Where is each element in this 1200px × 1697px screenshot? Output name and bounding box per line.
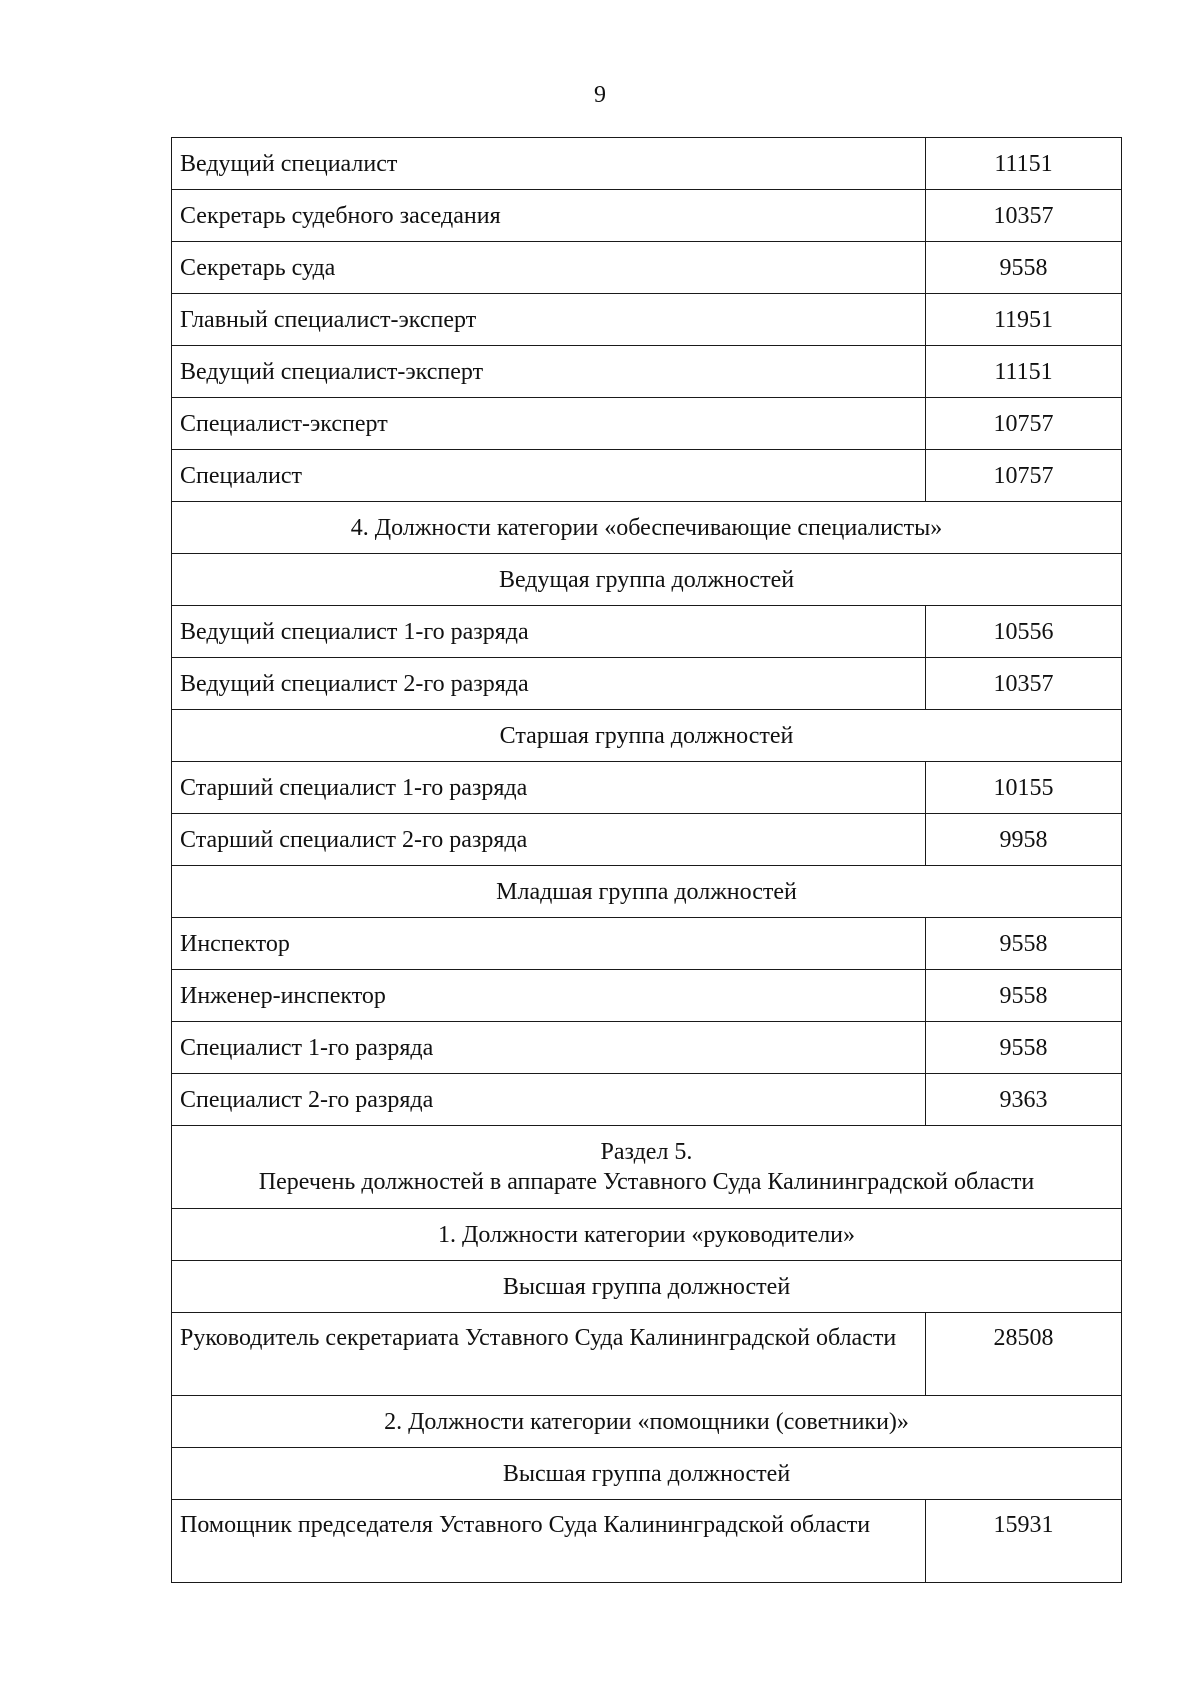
- salary-value: 11951: [926, 294, 1122, 346]
- section-subtitle: Перечень должностей в аппарате Уставного Суда Калининградской области: [258, 1169, 1035, 1195]
- group-header-row: [172, 1261, 1122, 1313]
- table-row: [172, 1022, 1122, 1074]
- salary-value: 9558: [926, 970, 1122, 1022]
- position-name: Старший специалист 1-го разряда: [172, 762, 926, 814]
- position-name: Специалист: [172, 450, 926, 502]
- position-name: Специалист 2-го разряда: [172, 1074, 926, 1126]
- position-name: Секретарь суда: [172, 242, 926, 294]
- salary-value: 11151: [926, 138, 1122, 190]
- table-row: [172, 398, 1122, 450]
- salary-value: 10155: [926, 762, 1122, 814]
- group-header-row: [172, 866, 1122, 918]
- category-header-row: [172, 502, 1122, 554]
- category-header: 4. Должности категории «обеспечивающие специалисты»: [172, 502, 1122, 554]
- salary-value: 9558: [926, 1022, 1122, 1074]
- position-name: Ведущий специалист-эксперт: [172, 346, 926, 398]
- salary-value: 10757: [926, 450, 1122, 502]
- position-name: Главный специалист-эксперт: [172, 294, 926, 346]
- salary-value: 11151: [926, 346, 1122, 398]
- table-row: [172, 242, 1122, 294]
- page-number: 9: [594, 82, 606, 108]
- category-header-row: [172, 1209, 1122, 1261]
- salary-value: 10556: [926, 606, 1122, 658]
- table-row: [172, 1500, 1122, 1583]
- table-row: [172, 918, 1122, 970]
- position-name: Ведущий специалист 1-го разряда: [172, 606, 926, 658]
- group-header-row: [172, 554, 1122, 606]
- salary-value: 15931: [926, 1500, 1122, 1583]
- table-row: [172, 970, 1122, 1022]
- position-name: Секретарь судебного заседания: [172, 190, 926, 242]
- table-row: [172, 658, 1122, 710]
- position-name: Руководитель секретариата Уставного Суда Калининградской области: [172, 1313, 926, 1396]
- salary-value: 10357: [926, 658, 1122, 710]
- positions-table: [171, 137, 1122, 1583]
- table-row: [172, 450, 1122, 502]
- position-name: Инспектор: [172, 918, 926, 970]
- table-row: [172, 1074, 1122, 1126]
- table-row: [172, 1313, 1122, 1396]
- salary-value: 9958: [926, 814, 1122, 866]
- salary-value: 28508: [926, 1313, 1122, 1396]
- category-header: 1. Должности категории «руководители»: [172, 1209, 1122, 1261]
- category-header: 2. Должности категории «помощники (советники)»: [172, 1396, 1122, 1448]
- category-header-row: [172, 1396, 1122, 1448]
- group-header-row: [172, 1448, 1122, 1500]
- position-name: Инженер-инспектор: [172, 970, 926, 1022]
- group-header-row: [172, 710, 1122, 762]
- section-header-row: [172, 1126, 1122, 1209]
- position-name: Ведущий специалист 2-го разряда: [172, 658, 926, 710]
- section-title: Раздел 5.: [600, 1139, 693, 1165]
- table-row: [172, 762, 1122, 814]
- position-name: Специалист 1-го разряда: [172, 1022, 926, 1074]
- salary-value: 10757: [926, 398, 1122, 450]
- position-name: Специалист-эксперт: [172, 398, 926, 450]
- table-row: [172, 606, 1122, 658]
- table-row: [172, 138, 1122, 190]
- salary-value: 9558: [926, 242, 1122, 294]
- salary-value: 9363: [926, 1074, 1122, 1126]
- salary-value: 10357: [926, 190, 1122, 242]
- group-header: Младшая группа должностей: [172, 866, 1122, 918]
- position-name: Помощник председателя Уставного Суда Калининградской области: [172, 1500, 926, 1583]
- table-row: [172, 294, 1122, 346]
- position-name: Старший специалист 2-го разряда: [172, 814, 926, 866]
- group-header: Старшая группа должностей: [172, 710, 1122, 762]
- section-header: [172, 1126, 1122, 1209]
- table-row: [172, 346, 1122, 398]
- table-row: [172, 814, 1122, 866]
- position-name: Ведущий специалист: [172, 138, 926, 190]
- group-header: Высшая группа должностей: [172, 1448, 1122, 1500]
- group-header: Высшая группа должностей: [172, 1261, 1122, 1313]
- group-header: Ведущая группа должностей: [172, 554, 1122, 606]
- salary-value: 9558: [926, 918, 1122, 970]
- table-row: [172, 190, 1122, 242]
